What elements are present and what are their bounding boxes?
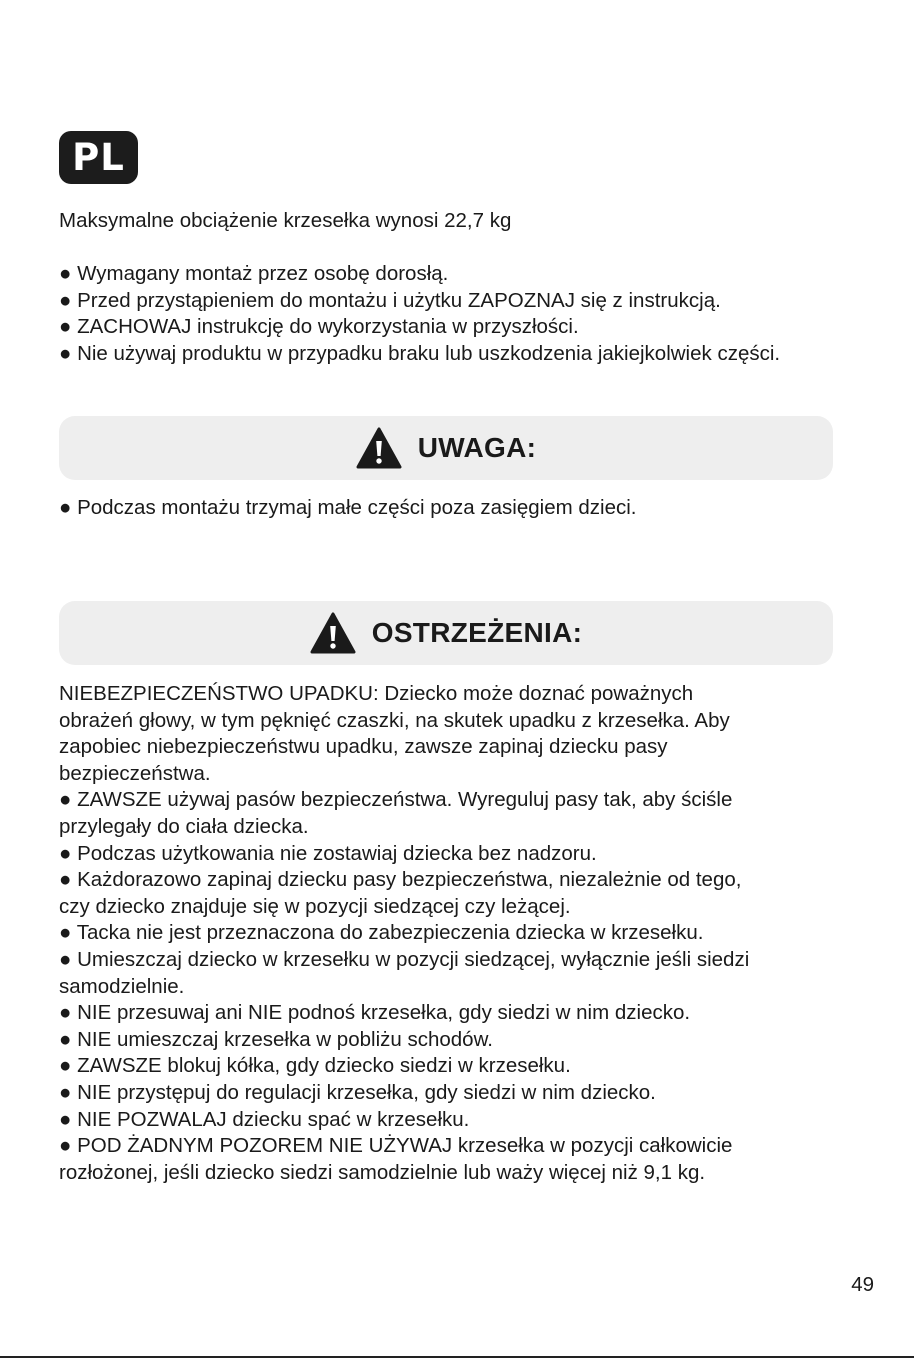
warnings-title: OSTRZEŻENIA: bbox=[371, 617, 583, 648]
warning-line: ● Podczas użytkowania nie zostawiaj dziecka bez nadzoru. bbox=[59, 841, 597, 865]
warning-line: obrażeń głowy, w tym pęknięć czaszki, na skutek upadku z krzesełka. Aby bbox=[59, 708, 730, 732]
language-badge bbox=[59, 131, 138, 184]
warning-line: rozłożonej, jeśli dziecko siedzi samodzielnie lub waży więcej niż 9,1 kg. bbox=[59, 1160, 706, 1184]
general-bullet: ● Przed przystąpieniem do montażu i użytku ZAPOZNAJ się z instrukcją. bbox=[59, 288, 721, 312]
general-bullet: ● Nie używaj produktu w przypadku braku lub uszkodzenia jakiejkolwiek części. bbox=[59, 341, 781, 365]
language-code: PL bbox=[72, 136, 125, 179]
general-bullet: ● ZACHOWAJ instrukcję do wykorzystania w przyszłości. bbox=[59, 315, 579, 339]
warning-line: ● Umieszczaj dziecko w krzesełku w pozycji siedzącej, wyłącznie jeśli siedzi bbox=[59, 947, 750, 971]
warning-line: ● NIE POZWALAJ dziecku spać w krzesełku. bbox=[59, 1107, 470, 1131]
page-bottom-rule bbox=[0, 1356, 914, 1358]
caution-text: ● Podczas montażu trzymaj małe części poza zasięgiem dzieci. bbox=[59, 496, 637, 519]
warning-triangle-icon bbox=[310, 612, 356, 654]
warning-line: czy dziecko znajduje się w pozycji siedzącej czy leżącej. bbox=[59, 894, 571, 918]
general-bullet: ● Wymagany montaż przez osobę dorosłą. bbox=[59, 262, 449, 285]
max-load-text: Maksymalne obciążenie krzesełka wynosi 22,7 kg bbox=[59, 209, 512, 232]
warnings-body bbox=[59, 681, 859, 1186]
caution-title: UWAGA: bbox=[417, 432, 537, 463]
warning-line: NIEBEZPIECZEŃSTWO UPADKU: Dziecko może doznać poważnych bbox=[59, 682, 694, 705]
warning-line: przylegały do ciała dziecka. bbox=[59, 814, 309, 838]
warning-line: ● POD ŻADNYM POZOREM NIE UŻYWAJ krzesełka w pozycji całkowicie bbox=[59, 1134, 733, 1158]
warnings-banner bbox=[59, 601, 833, 665]
warning-line: ● Każdorazowo zapinaj dziecku pasy bezpieczeństwa, niezależnie od tego, bbox=[59, 868, 742, 892]
caution-banner bbox=[59, 416, 833, 480]
warning-line: ● ZAWSZE używaj pasów bezpieczeństwa. Wyreguluj pasy tak, aby ściśle bbox=[59, 788, 733, 812]
warning-line: samodzielnie. bbox=[59, 974, 185, 998]
warning-line: ● NIE przesuwaj ani NIE podnoś krzesełka, gdy siedzi w nim dziecko. bbox=[59, 1001, 691, 1025]
warning-line: ● Tacka nie jest przeznaczona do zabezpieczenia dziecka w krzesełku. bbox=[59, 921, 704, 945]
warning-line: ● NIE przystępuj do regulacji krzesełka, gdy siedzi w nim dziecko. bbox=[59, 1080, 656, 1104]
warning-triangle-icon bbox=[356, 427, 402, 469]
warning-line: bezpieczeństwa. bbox=[59, 761, 211, 785]
warning-line: ● NIE umieszczaj krzesełka w pobliżu schodów. bbox=[59, 1027, 493, 1051]
warning-line: zapobiec niebezpieczeństwu upadku, zawsze zapinaj dziecku pasy bbox=[59, 735, 668, 759]
warning-line: ● ZAWSZE blokuj kółka, gdy dziecko siedzi w krzesełku. bbox=[59, 1054, 571, 1078]
page-number: 49 bbox=[851, 1273, 874, 1296]
